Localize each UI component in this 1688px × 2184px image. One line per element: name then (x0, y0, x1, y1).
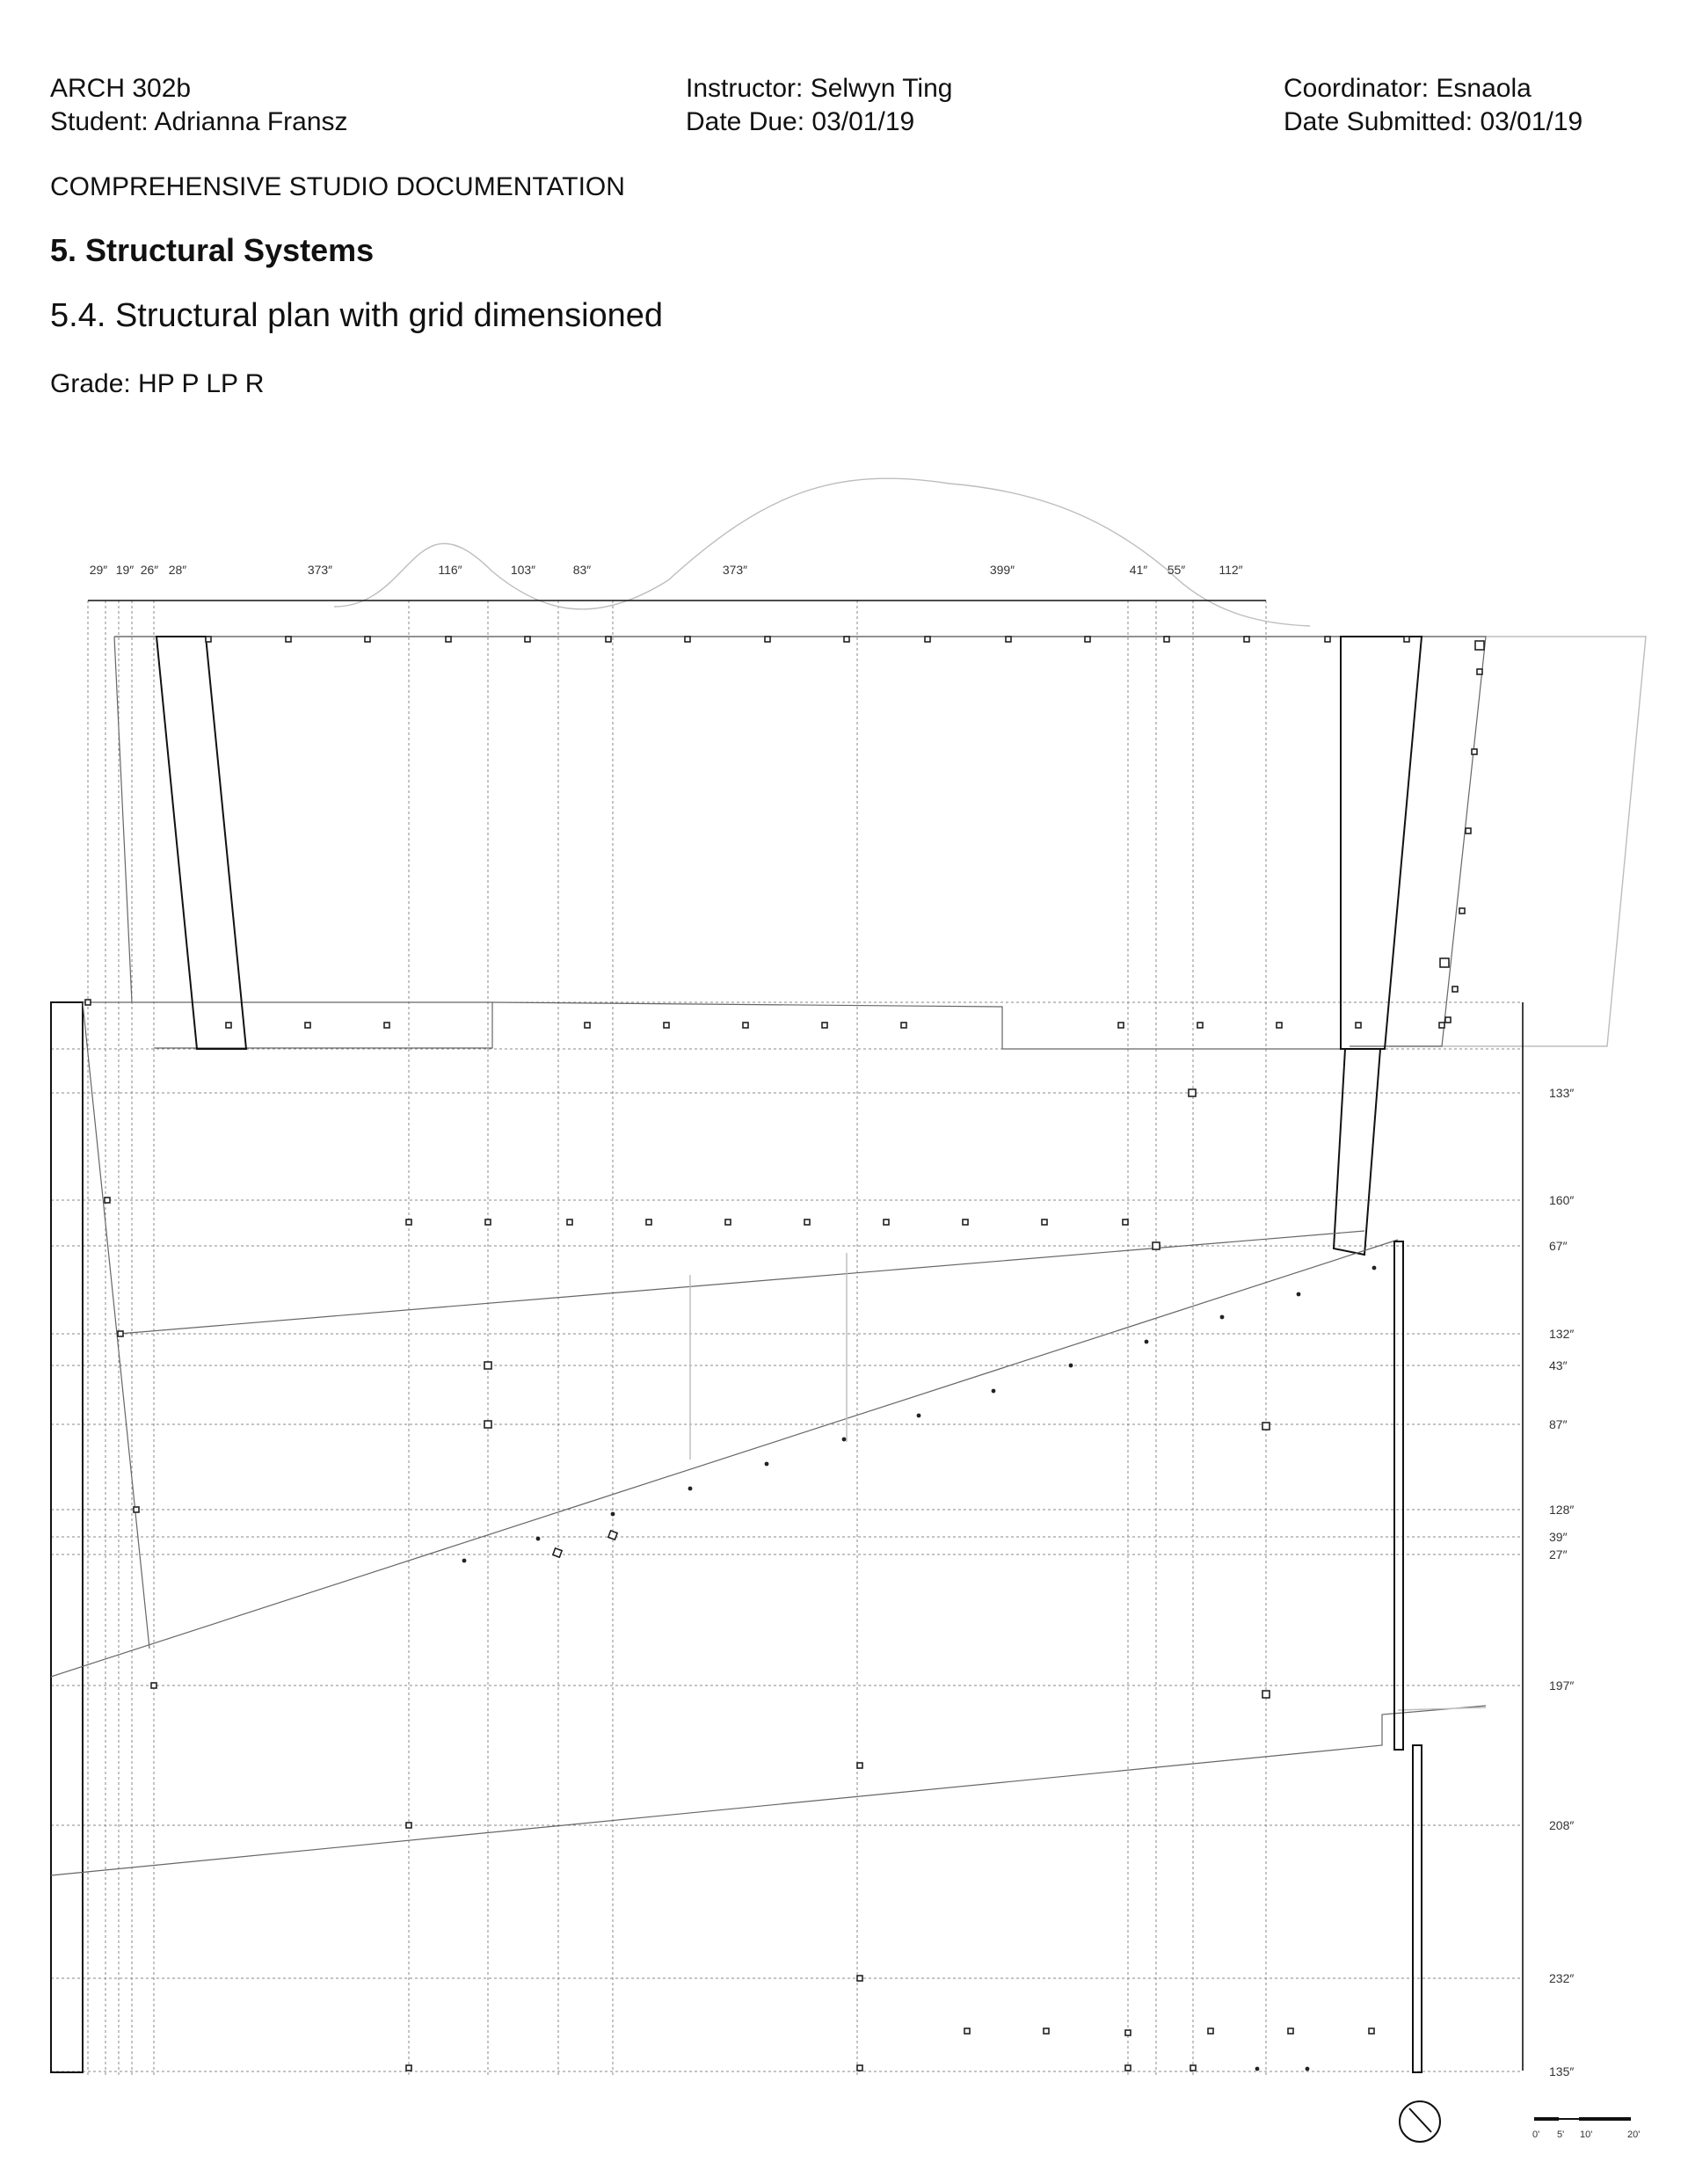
beam-point (992, 1389, 996, 1394)
structural-column (964, 2028, 970, 2034)
structural-column (646, 1219, 651, 1225)
structural-column (553, 1548, 562, 1557)
top-dim-label: 28″ (168, 563, 187, 577)
top-dim-label: 55″ (1167, 563, 1186, 577)
structural-column (1197, 1023, 1203, 1028)
structural-column (1006, 637, 1011, 642)
structural-column (1445, 1017, 1451, 1023)
beam-point (1372, 1266, 1377, 1270)
structural-column (664, 1023, 669, 1028)
side-dim-label: 128″ (1549, 1503, 1575, 1517)
structural-column (685, 637, 690, 642)
left-diagonal-1 (83, 1002, 149, 1649)
side-dimension-labels (1549, 1086, 1574, 2078)
structural-column (1044, 2028, 1049, 2034)
structural-column (585, 1023, 590, 1028)
beam-point (611, 1512, 615, 1517)
right-wall-upper (1394, 1241, 1403, 1750)
structural-column (1208, 2028, 1213, 2034)
top-dim-label: 29″ (89, 563, 108, 577)
structural-column (1472, 749, 1477, 754)
sloped-beam-2 (51, 1240, 1398, 1677)
scale-label-20: 20' (1627, 2129, 1641, 2140)
structural-column (567, 1219, 572, 1225)
side-dim-label: 135″ (1549, 2064, 1575, 2078)
structural-column (484, 1362, 491, 1369)
left-diagonal-2 (114, 637, 132, 1002)
structural-column (1452, 986, 1458, 992)
structural-column (1288, 2028, 1293, 2034)
section-title: 5. Structural Systems (50, 232, 375, 268)
side-dim-label: 160″ (1549, 1193, 1575, 1207)
top-dim-label: 19″ (115, 563, 135, 577)
top-dim-label: 26″ (140, 563, 159, 577)
structural-column (118, 1331, 123, 1336)
structural-column (485, 1219, 491, 1225)
top-dim-label: 373″ (307, 563, 333, 577)
structural-column (857, 1976, 862, 1981)
structural-column (608, 1531, 617, 1540)
beam-point (917, 1414, 921, 1418)
side-dim-label: 27″ (1549, 1547, 1568, 1562)
structural-column (804, 1219, 810, 1225)
structural-column (406, 1219, 411, 1225)
vertical-grid-lines (88, 601, 1266, 2075)
structural-column (1153, 1242, 1160, 1249)
structural-column (1404, 637, 1409, 642)
structural-column (1085, 637, 1090, 642)
structural-column (925, 637, 930, 642)
structural-column (1262, 1423, 1270, 1430)
beam-point (1306, 2067, 1310, 2071)
structural-column (446, 637, 451, 642)
beam-point (462, 1559, 467, 1563)
structural-column (1440, 958, 1449, 967)
structural-column (206, 637, 211, 642)
top-dim-label: 116″ (438, 563, 462, 577)
side-dim-label: 87″ (1549, 1417, 1568, 1431)
side-dim-label: 43″ (1549, 1358, 1568, 1372)
north-arrow-icon (1400, 2101, 1440, 2142)
date-due: Date Due: 03/01/19 (686, 107, 915, 136)
top-dim-label: 373″ (722, 563, 748, 577)
side-dim-label: 132″ (1549, 1327, 1575, 1341)
roof-curve (334, 478, 1310, 626)
tilted-wall-right (1341, 637, 1422, 1049)
structural-column (1125, 2030, 1131, 2035)
beam-point (765, 1462, 769, 1467)
side-dim-label: 39″ (1549, 1530, 1568, 1544)
structural-column (305, 1023, 310, 1028)
structural-column (844, 637, 849, 642)
beam-point (688, 1487, 693, 1491)
structural-column (1369, 2028, 1374, 2034)
plan-outlines (51, 478, 1646, 2072)
scale-label-5: 5' (1557, 2129, 1565, 2140)
structural-column (1459, 908, 1465, 914)
structural-column (1125, 2065, 1131, 2071)
structural-column (1475, 641, 1484, 650)
side-dim-label: 133″ (1549, 1086, 1575, 1100)
structural-column (1356, 1023, 1361, 1028)
tilted-wall-lower (1334, 1049, 1380, 1255)
beam-point (1220, 1315, 1225, 1320)
structural-column (1123, 1219, 1128, 1225)
structural-column (1262, 1691, 1270, 1698)
upper-wing-edge (114, 637, 1486, 1046)
coordinator-name: Coordinator: Esnaola (1284, 74, 1532, 103)
structural-column (384, 1023, 389, 1028)
structural-column (1042, 1219, 1047, 1225)
structural-column (1477, 669, 1482, 674)
course-code: ARCH 302b (50, 74, 192, 103)
structural-column (765, 637, 770, 642)
structural-column (1439, 1023, 1444, 1028)
scale-bar (1532, 2117, 1640, 2140)
structural-column (406, 1823, 411, 1828)
structural-column (1118, 1023, 1124, 1028)
beam-point (1145, 1340, 1149, 1344)
structural-column (1164, 637, 1169, 642)
structural-column (406, 2065, 411, 2071)
structural-column (226, 1023, 231, 1028)
structural-column (606, 637, 611, 642)
top-dim-label: 41″ (1129, 563, 1148, 577)
date-submitted: Date Submitted: 03/01/19 (1284, 107, 1583, 136)
scale-label-0: 0' (1532, 2129, 1540, 2140)
structural-column (1244, 637, 1249, 642)
structural-column (286, 637, 291, 642)
subsection-title: 5.4. Structural plan with grid dimensioned (50, 297, 664, 334)
instructor-name: Instructor: Selwyn Ting (686, 74, 953, 103)
tilted-wall-left (156, 637, 246, 1049)
student-name: Student: Adrianna Fransz (50, 107, 348, 136)
top-dimension-labels (90, 563, 1243, 577)
structural-column (365, 637, 370, 642)
top-dim-label: 103″ (510, 563, 536, 577)
structural-column (857, 2065, 862, 2071)
columns (85, 637, 1484, 2071)
structural-column (1325, 637, 1330, 642)
beam-point (1069, 1364, 1073, 1368)
side-dim-label: 232″ (1549, 1971, 1575, 1985)
structural-column (1277, 1023, 1282, 1028)
top-dim-label: 399″ (989, 563, 1015, 577)
structural-column (525, 637, 530, 642)
structural-column (725, 1219, 731, 1225)
beam-point (536, 1537, 541, 1541)
side-dim-label: 197″ (1549, 1678, 1575, 1693)
document-type: COMPREHENSIVE STUDIO DOCUMENTATION (50, 172, 625, 201)
structural-column (1190, 2065, 1196, 2071)
structural-column (151, 1683, 156, 1688)
top-dim-label: 112″ (1219, 563, 1243, 577)
grade-line: Grade: HP P LP R (50, 369, 265, 398)
beam-point (1297, 1292, 1301, 1297)
structural-column (743, 1023, 748, 1028)
sloped-beam-1 (119, 1231, 1364, 1334)
upper-wing-base (85, 1002, 492, 1048)
structural-column (822, 1023, 827, 1028)
structural-column (85, 1000, 91, 1005)
structural-column (134, 1507, 139, 1512)
structural-column (857, 1763, 862, 1768)
beam-point (1255, 2067, 1260, 2071)
structural-column (901, 1023, 906, 1028)
sloped-beam-3 (51, 1706, 1486, 1875)
structural-column (484, 1421, 491, 1428)
upper-wing-base-2 (492, 1002, 1341, 1049)
side-dim-label: 67″ (1549, 1239, 1568, 1253)
beam-point (842, 1438, 847, 1442)
right-wall-lower (1413, 1745, 1422, 2072)
structural-column (884, 1219, 889, 1225)
side-dim-label: 208″ (1549, 1818, 1575, 1832)
horizontal-grid-lines (51, 1002, 1523, 2071)
structural-column (105, 1198, 110, 1203)
top-dim-label: 83″ (572, 563, 592, 577)
scale-label-10: 10' (1580, 2129, 1593, 2140)
structural-column (1466, 828, 1471, 834)
structural-column (1189, 1089, 1196, 1096)
structural-column (963, 1219, 968, 1225)
